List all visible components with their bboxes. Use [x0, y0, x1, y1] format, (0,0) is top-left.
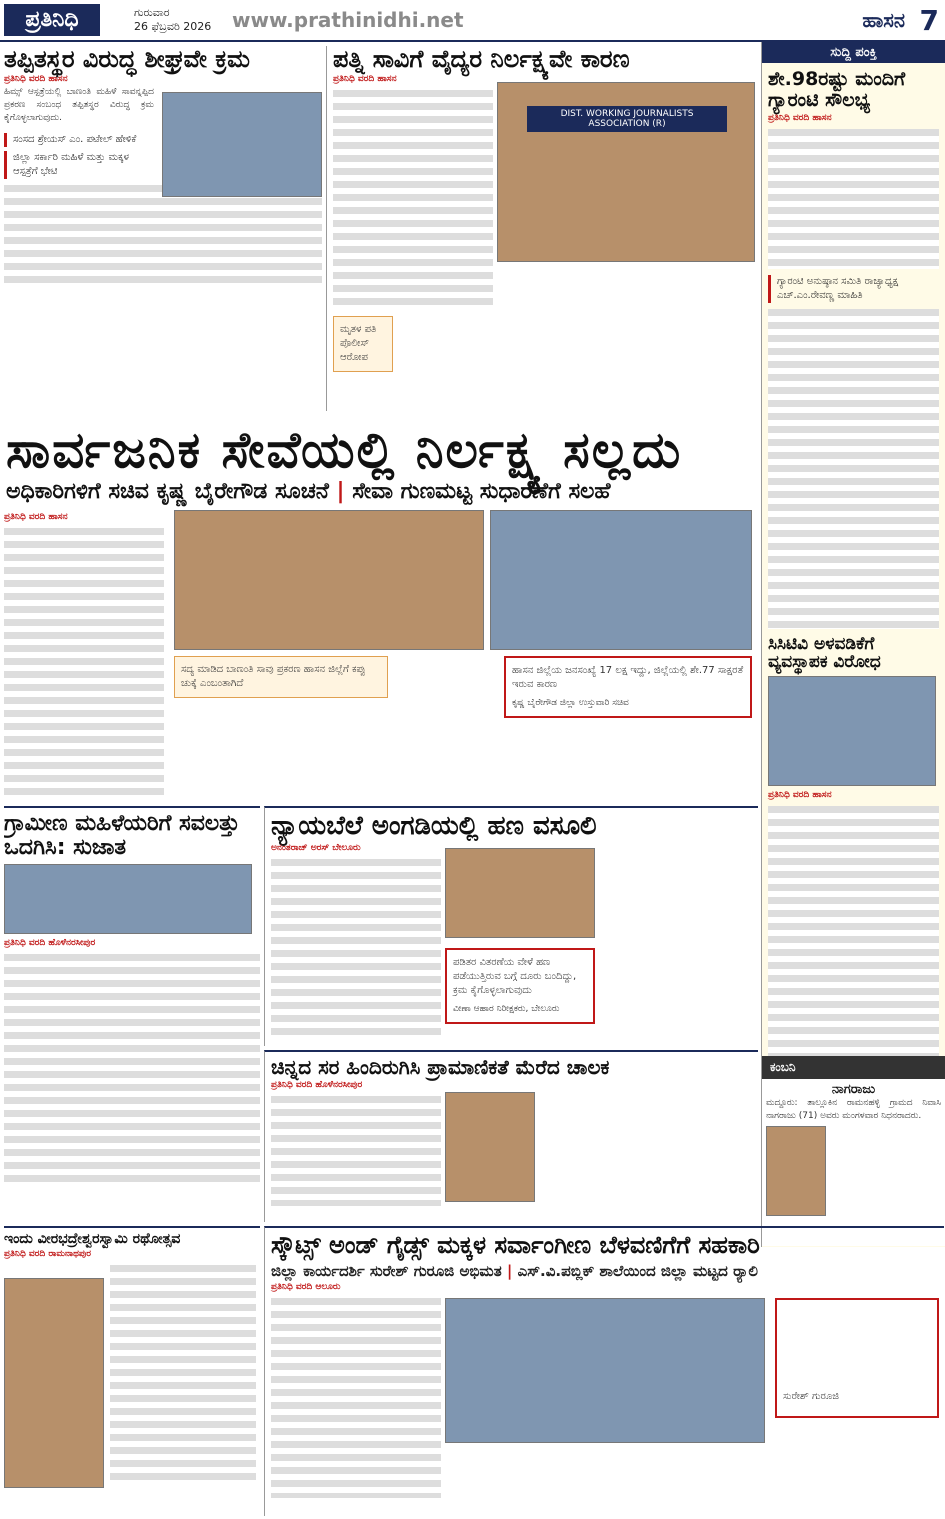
story-6-byline	[4, 1249, 260, 1259]
obit-head: ಕಂಬನಿ	[762, 1056, 945, 1079]
lead-subtitle	[6, 478, 756, 506]
story-1-lead: ಹಿಮ್ಸ್ ಆಸ್ಪತ್ರೆಯಲ್ಲಿ ಬಾಣಂತಿ ಮಹಿಳೆ ಸಾವನ್ನಪ್ಪಿದ ಪ್ರಕರಣ ಸಂಬಂಧ ತಪ್ಪಿತಸ್ಥರ ವಿರುದ್ಧ ಕ್ರಮ ಕೈಗೊಳ್ಳಲಾಗುವುದು.	[4, 87, 154, 124]
story-1-title: ತಪ್ಪಿತಸ್ಥರ ವಿರುದ್ಧ ಶೀಘ್ರವೇ ಕ್ರಮ	[4, 46, 250, 73]
byline-text: ಪ್ರತಿನಿಧಿ ವರದಿ	[768, 790, 810, 801]
story-2	[326, 46, 758, 411]
byline-place: ಬೇಲೂರು	[332, 842, 361, 853]
byline-place: ಹಾಸನ	[812, 790, 832, 801]
photo-banner: DIST. WORKING JOURNALISTS ASSOCIATION (R)	[527, 106, 727, 132]
byline-place: ಹೊಳೆನರಸೀಪುರ	[315, 1080, 363, 1090]
story-7-sub-b: ಎಸ್.ವಿ.ಪಬ್ಲಿಕ್ ಶಾಲೆಯಿಂದ ಜಿಲ್ಲಾ ಮಟ್ಟದ ರ‍್ಯಾಲಿ	[517, 1262, 758, 1281]
separator: |	[506, 1262, 518, 1281]
story-7-photo	[445, 1298, 765, 1443]
byline-text: ಪ್ರತಿನಿಧಿ ವರದಿ	[4, 1249, 46, 1260]
story-2-title: ಪತ್ನಿ ಸಾವಿಗೆ ವೈದ್ಯರ ನಿರ್ಲಕ್ಷ್ಯವೇ ಕಾರಣ	[333, 46, 630, 73]
story-1-photo	[162, 92, 322, 197]
byline-place: ಹಾಸನ	[377, 74, 397, 85]
byline-text: ಪ್ರತಿನಿಧಿ ವರದಿ	[4, 74, 46, 85]
byline-place: ರಾಮನಾಥಪುರ	[48, 1249, 91, 1260]
pull-text: ಪಡಿತರ ವಿತರಣೆಯ ವೇಳೆ ಹಣ ಪಡೆಯುತ್ತಿರುವ ಬಗ್ಗೆ ದೂರು ಬಂದಿದ್ದು, ಕ್ರಮ ಕೈಗೊಳ್ಳಲಾಗುವುದು	[453, 957, 577, 996]
story-4-photo	[445, 848, 595, 938]
story-7-pull	[775, 1298, 939, 1418]
lead-photo-2	[490, 510, 752, 650]
obituary	[761, 1056, 945, 1246]
lead-title: ಸಾರ್ವಜನಿಕ ಸೇವೆಯಲ್ಲಿ ನಿರ್ಲಕ್ಷ್ಯ ಸಲ್ಲದು	[6, 421, 683, 479]
byline-place: ಹಾಸನ	[48, 74, 68, 85]
sidebar-pull-1: ಗ್ಯಾರಂಟಿ ಅನುಷ್ಠಾನ ಸಮಿತಿ ರಾಜ್ಯಾಧ್ಯಕ್ಷ ಎಚ್.ಎಂ.ರೇವಣ್ಣ ಮಾಹಿತಿ	[768, 275, 939, 303]
story-6	[4, 1226, 260, 1516]
website[interactable]: www.prathinidhi.net	[232, 8, 464, 32]
story-3-title: ಗ್ರಾಮೀಣ ಮಹಿಳೆಯರಿಗೆ ಸವಲತ್ತು ಒದಗಿಸಿ: ಸುಜಾತ	[4, 811, 240, 861]
story-3-photo	[4, 864, 252, 934]
chariot-photo	[4, 1278, 104, 1488]
masthead-date	[134, 6, 211, 34]
story-2-pull: ಮೃತಳ ಪತಿ ಪೊಲೀಸ್ ಆರೋಪ	[333, 316, 393, 372]
page-number: 7	[919, 4, 939, 37]
story-1-byline	[4, 74, 322, 84]
story-7-subtitle	[271, 1262, 944, 1280]
story-4-pull	[445, 948, 595, 1024]
story-7	[264, 1226, 944, 1516]
sidebar-byline-2	[768, 790, 939, 800]
story-5	[264, 1050, 758, 1222]
pull-2-text: ಹಾಸನ ಜಿಲ್ಲೆಯ ಜನಸಂಖ್ಯೆ 17 ಲಕ್ಷ ಇದ್ದು, ಜಿಲ್ಲೆಯಲ್ಲಿ ಶೇ.77 ಸಾಕ್ಷರತೆ ಇರುವ ಕಾರಣ	[512, 665, 744, 690]
obit-name: ನಾಗರಾಜು	[831, 1082, 876, 1097]
story-1-bullet-2: ಜಿಲ್ಲಾ ಸರ್ಕಾರಿ ಮಹಿಳೆ ಮತ್ತು ಮಕ್ಕಳ ಆಸ್ಪತ್ರೆಗೆ ಭೇಟಿ	[4, 151, 144, 179]
date: 26 ಫೆಬ್ರವರಿ 2026	[134, 20, 212, 33]
lead-sub-b: ಸೇವಾ ಗುಣಮಟ್ಟ ಸುಧಾರಣೆಗೆ ಸಲಹೆ	[352, 479, 611, 504]
byline-place: ಹಾಸನ	[48, 512, 68, 522]
byline-text: ಪ್ರತಿನಿಧಿ ವರದಿ	[768, 112, 810, 123]
byline-text: ಪ್ರತಿನಿಧಿ ವರದಿ	[333, 74, 375, 85]
byline-place: ಆಲೂರು	[315, 1282, 341, 1293]
lead-photo-1	[174, 510, 484, 650]
pull-2-by: ಕೃಷ್ಣ ಬೈರೇಗೌಡ ಜಿಲ್ಲಾ ಉಸ್ತುವಾರಿ ಸಚಿವ	[512, 698, 629, 708]
story-5-byline	[271, 1080, 758, 1090]
obit-text: ಮದ್ದೂರು: ತಾಲ್ಲೂಕಿನ ರಾಮನಹಳ್ಳಿ ಗ್ರಾಮದ ನಿವಾಸಿ ನಾಗರಾಜು (71) ಅವರು ಮಂಗಳವಾರ ನಿಧನರಾದರು.	[766, 1098, 941, 1122]
masthead	[0, 0, 945, 42]
logo: ಪ್ರತಿನಿಧಿ	[4, 4, 100, 36]
story-3	[4, 806, 260, 1206]
byline-text: ಪ್ರತಿನಿಧಿ ವರದಿ	[271, 1282, 313, 1293]
byline-text: ಪ್ರತಿನಿಧಿ ವರದಿ	[4, 938, 46, 949]
story-3-byline	[4, 938, 260, 948]
pull-by: ವೀಣಾ ಆಹಾರ ನಿರೀಕ್ಷಕರು, ಬೇಲೂರು	[453, 1004, 560, 1014]
lead-pull-2	[504, 656, 752, 718]
author: ಅನಂತರಾಜ್ ಅರಸ್	[271, 842, 330, 853]
story-6-title: ಇಂದು ವೀರಭದ್ರೇಶ್ವರಸ್ವಾಮಿ ರಥೋತ್ಸವ	[4, 1231, 181, 1247]
sidebar-photo	[768, 676, 936, 786]
byline-text: ಪ್ರತಿನಿಧಿ ವರದಿ	[4, 512, 46, 522]
sidebar-byline-1	[768, 113, 939, 123]
lead-pull-1: ಸದ್ಯ ಮಾಡಿದ ಬಾಣಂತಿ ಸಾವು ಪ್ರಕರಣ ಹಾಸನ ಜಿಲ್ಲೆಗೆ ಕಪ್ಪು ಚುಕ್ಕೆ ಎಂಬಂತಾಗಿದೆ	[174, 656, 388, 698]
story-1	[4, 46, 322, 411]
region: ಹಾಸನ	[862, 8, 905, 32]
story-4-title: ನ್ಯಾಯಬೆಲೆ ಅಂಗಡಿಯಲ್ಲಿ ಹಣ ವಸೂಲಿ	[271, 811, 597, 841]
lead-story	[4, 510, 756, 800]
byline-place: ಹಾಸನ	[812, 112, 832, 123]
byline-place: ಹೊಳೆನರಸೀಪುರ	[48, 938, 96, 949]
sidebar-title-2: ಸಿಸಿಟಿವಿ ಅಳವಡಿಕೆಗೆ ವ್ಯವಸ್ಥಾಪಕ ವಿರೋಧ	[768, 633, 881, 673]
story-5-title: ಚಿನ್ನದ ಸರ ಹಿಂದಿರುಗಿಸಿ ಪ್ರಾಮಾಣಿಕತೆ ಮೆರೆದ ಚಾಲಕ	[271, 1055, 610, 1079]
story-1-bullet-1: ಸಂಸದ ಶ್ರೇಯಸ್ ಎಂ. ಪಟೇಲ್ ಹೇಳಿಕೆ	[4, 133, 144, 147]
pull-by: ಸುರೇಶ್ ಗುರೂಜಿ	[783, 1391, 839, 1402]
sidebar-head: ಸುದ್ದಿ ಪಂಕ್ತಿ	[762, 42, 945, 63]
lead-sub-a: ಅಧಿಕಾರಿಗಳಿಗೆ ಸಚಿವ ಕೃಷ್ಣ ಬೈರೇಗೌಡ ಸೂಚನೆ	[6, 479, 329, 504]
separator: |	[336, 479, 353, 504]
story-4	[264, 806, 758, 1046]
story-5-photo	[445, 1092, 535, 1202]
day: ಗುರುವಾರ	[134, 6, 170, 19]
obit-photo	[766, 1126, 826, 1216]
story-7-byline	[271, 1282, 944, 1292]
story-7-title: ಸ್ಕೌಟ್ಸ್ ಅಂಡ್ ಗೈಡ್ಸ್ ಮಕ್ಕಳ ಸರ್ವಾಂಗೀಣ ಬೆಳವಣಿಗೆಗೆ ಸಹಕಾರಿ	[271, 1231, 760, 1259]
sidebar-title-1: ಶೇ.98ರಷ್ಟು ಮಂದಿಗೆ ಗ್ಯಾರಂಟಿ ಸೌಲಭ್ಯ	[768, 68, 906, 111]
byline-text: ಪ್ರತಿನಿಧಿ ವರದಿ	[271, 1080, 313, 1090]
story-7-sub-a: ಜಿಲ್ಲಾ ಕಾರ್ಯದರ್ಶಿ ಸುರೇಶ್ ಗುರೂಜಿ ಅಭಿಮತ	[271, 1262, 502, 1281]
